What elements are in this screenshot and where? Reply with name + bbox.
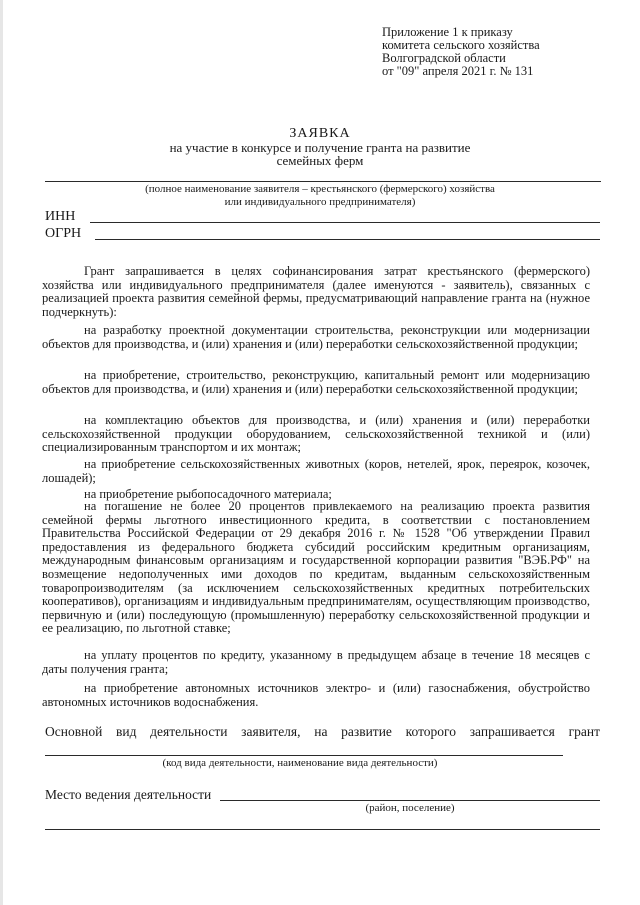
- grant-purpose-item: на разработку проектной документации строительства, реконструкции или модернизации объектов для производства, и (или) хранения и (или) переработки сельскохозяйственной продукции;: [42, 323, 590, 351]
- order-appendix-header: [382, 26, 540, 78]
- grant-purpose-item: на погашение не более 20 процентов привлекаемого на реализацию проекта развития семейной фермы льготного инвестиционного кредита, в соответствии с постановлением Правительства Российской Федерации от 29 декабря 2016 г. № 1528 "Об утверждении Правил предоставления из федерального бюджета субсидий российским кредитным организациям, международным финансовым организациям и государственной корпорации развития "ВЭБ.РФ" на возмещение недополученных ими доходов по кредитам, выданным сельскохозяйственным товаропроизводителям (за исключением сельскохозяйственных кредитных потребительских кооперативов), организациям и индивидуальным предпринимателям, осуществляющим производство, первичную и (или) последующую (промышленную) переработку сельскохозяйственной продукции и ее реализацию, по льготной ставке;: [42, 499, 590, 636]
- header-line-3: Волгоградской области: [382, 51, 506, 65]
- header-line-4: от "09" апреля 2021 г. № 131: [382, 64, 534, 78]
- applicant-name-field[interactable]: [45, 181, 601, 182]
- main-activity-caption: (код вида деятельности, наименование вида деятельности): [162, 757, 438, 769]
- applicant-caption-1: (полное наименование заявителя – крестьянского (фермерского) хозяйства: [145, 183, 495, 195]
- grant-purpose-item: на приобретение рыбопосадочного материала;: [84, 487, 332, 501]
- ogrn-field[interactable]: [95, 239, 600, 240]
- intro-paragraph: Грант запрашивается в целях софинансирования затрат крестьянского (фермерского) хозяйства или индивидуального предпринимателя (далее именуются - заявитель), связанных с реализацией проекта развития семейной фермы, предусматривающий направление гранта на (нужное подчеркнуть):: [42, 264, 590, 319]
- applicant-caption-2: или индивидуального предпринимателя): [224, 196, 416, 208]
- document-title: ЗАЯВКА: [289, 126, 351, 141]
- document-subtitle-1: на участие в конкурсе и получение гранта на развитие: [169, 140, 471, 155]
- header-line-2: комитета сельского хозяйства: [382, 38, 540, 52]
- inn-label: ИНН: [45, 209, 76, 224]
- grant-purpose-item: на комплектацию объектов для производства, и (или) хранения и (или) переработки сельскохозяйственной продукции оборудованием, сельскохозяйственной техникой и (или) специализированным транспортом и их монтаж;: [42, 413, 590, 455]
- grant-purpose-item: на приобретение, строительство, реконструкцию, капитальный ремонт или модернизацию объектов для производства, и (или) хранения и (или) переработки сельскохозяйственной продукции;: [42, 368, 590, 396]
- grant-purpose-item: на приобретение автономных источников электро- и (или) газоснабжения, обустройство автономных источников водоснабжения.: [42, 681, 590, 709]
- location-label: Место ведения деятельности: [45, 787, 212, 802]
- main-activity-field[interactable]: [45, 755, 563, 756]
- location-field[interactable]: [220, 800, 600, 801]
- document-subtitle-2: семейных ферм: [276, 153, 364, 168]
- header-line-1: Приложение 1 к приказу: [382, 25, 513, 39]
- grant-purpose-item: на приобретение сельскохозяйственных животных (коров, нетелей, ярок, переярок, козочек, лошадей);: [42, 457, 590, 485]
- grant-purpose-item: на уплату процентов по кредиту, указанному в предыдущем абзаце в течение 18 месяцев с даты получения гранта;: [42, 648, 590, 676]
- main-activity-text: Основной вид деятельности заявителя, на развитие которого запрашивается грант: [45, 724, 600, 739]
- location-field-extra-line[interactable]: [45, 829, 600, 830]
- inn-field[interactable]: [90, 222, 600, 223]
- ogrn-label: ОГРН: [45, 226, 82, 241]
- location-caption: (район, поселение): [365, 802, 455, 814]
